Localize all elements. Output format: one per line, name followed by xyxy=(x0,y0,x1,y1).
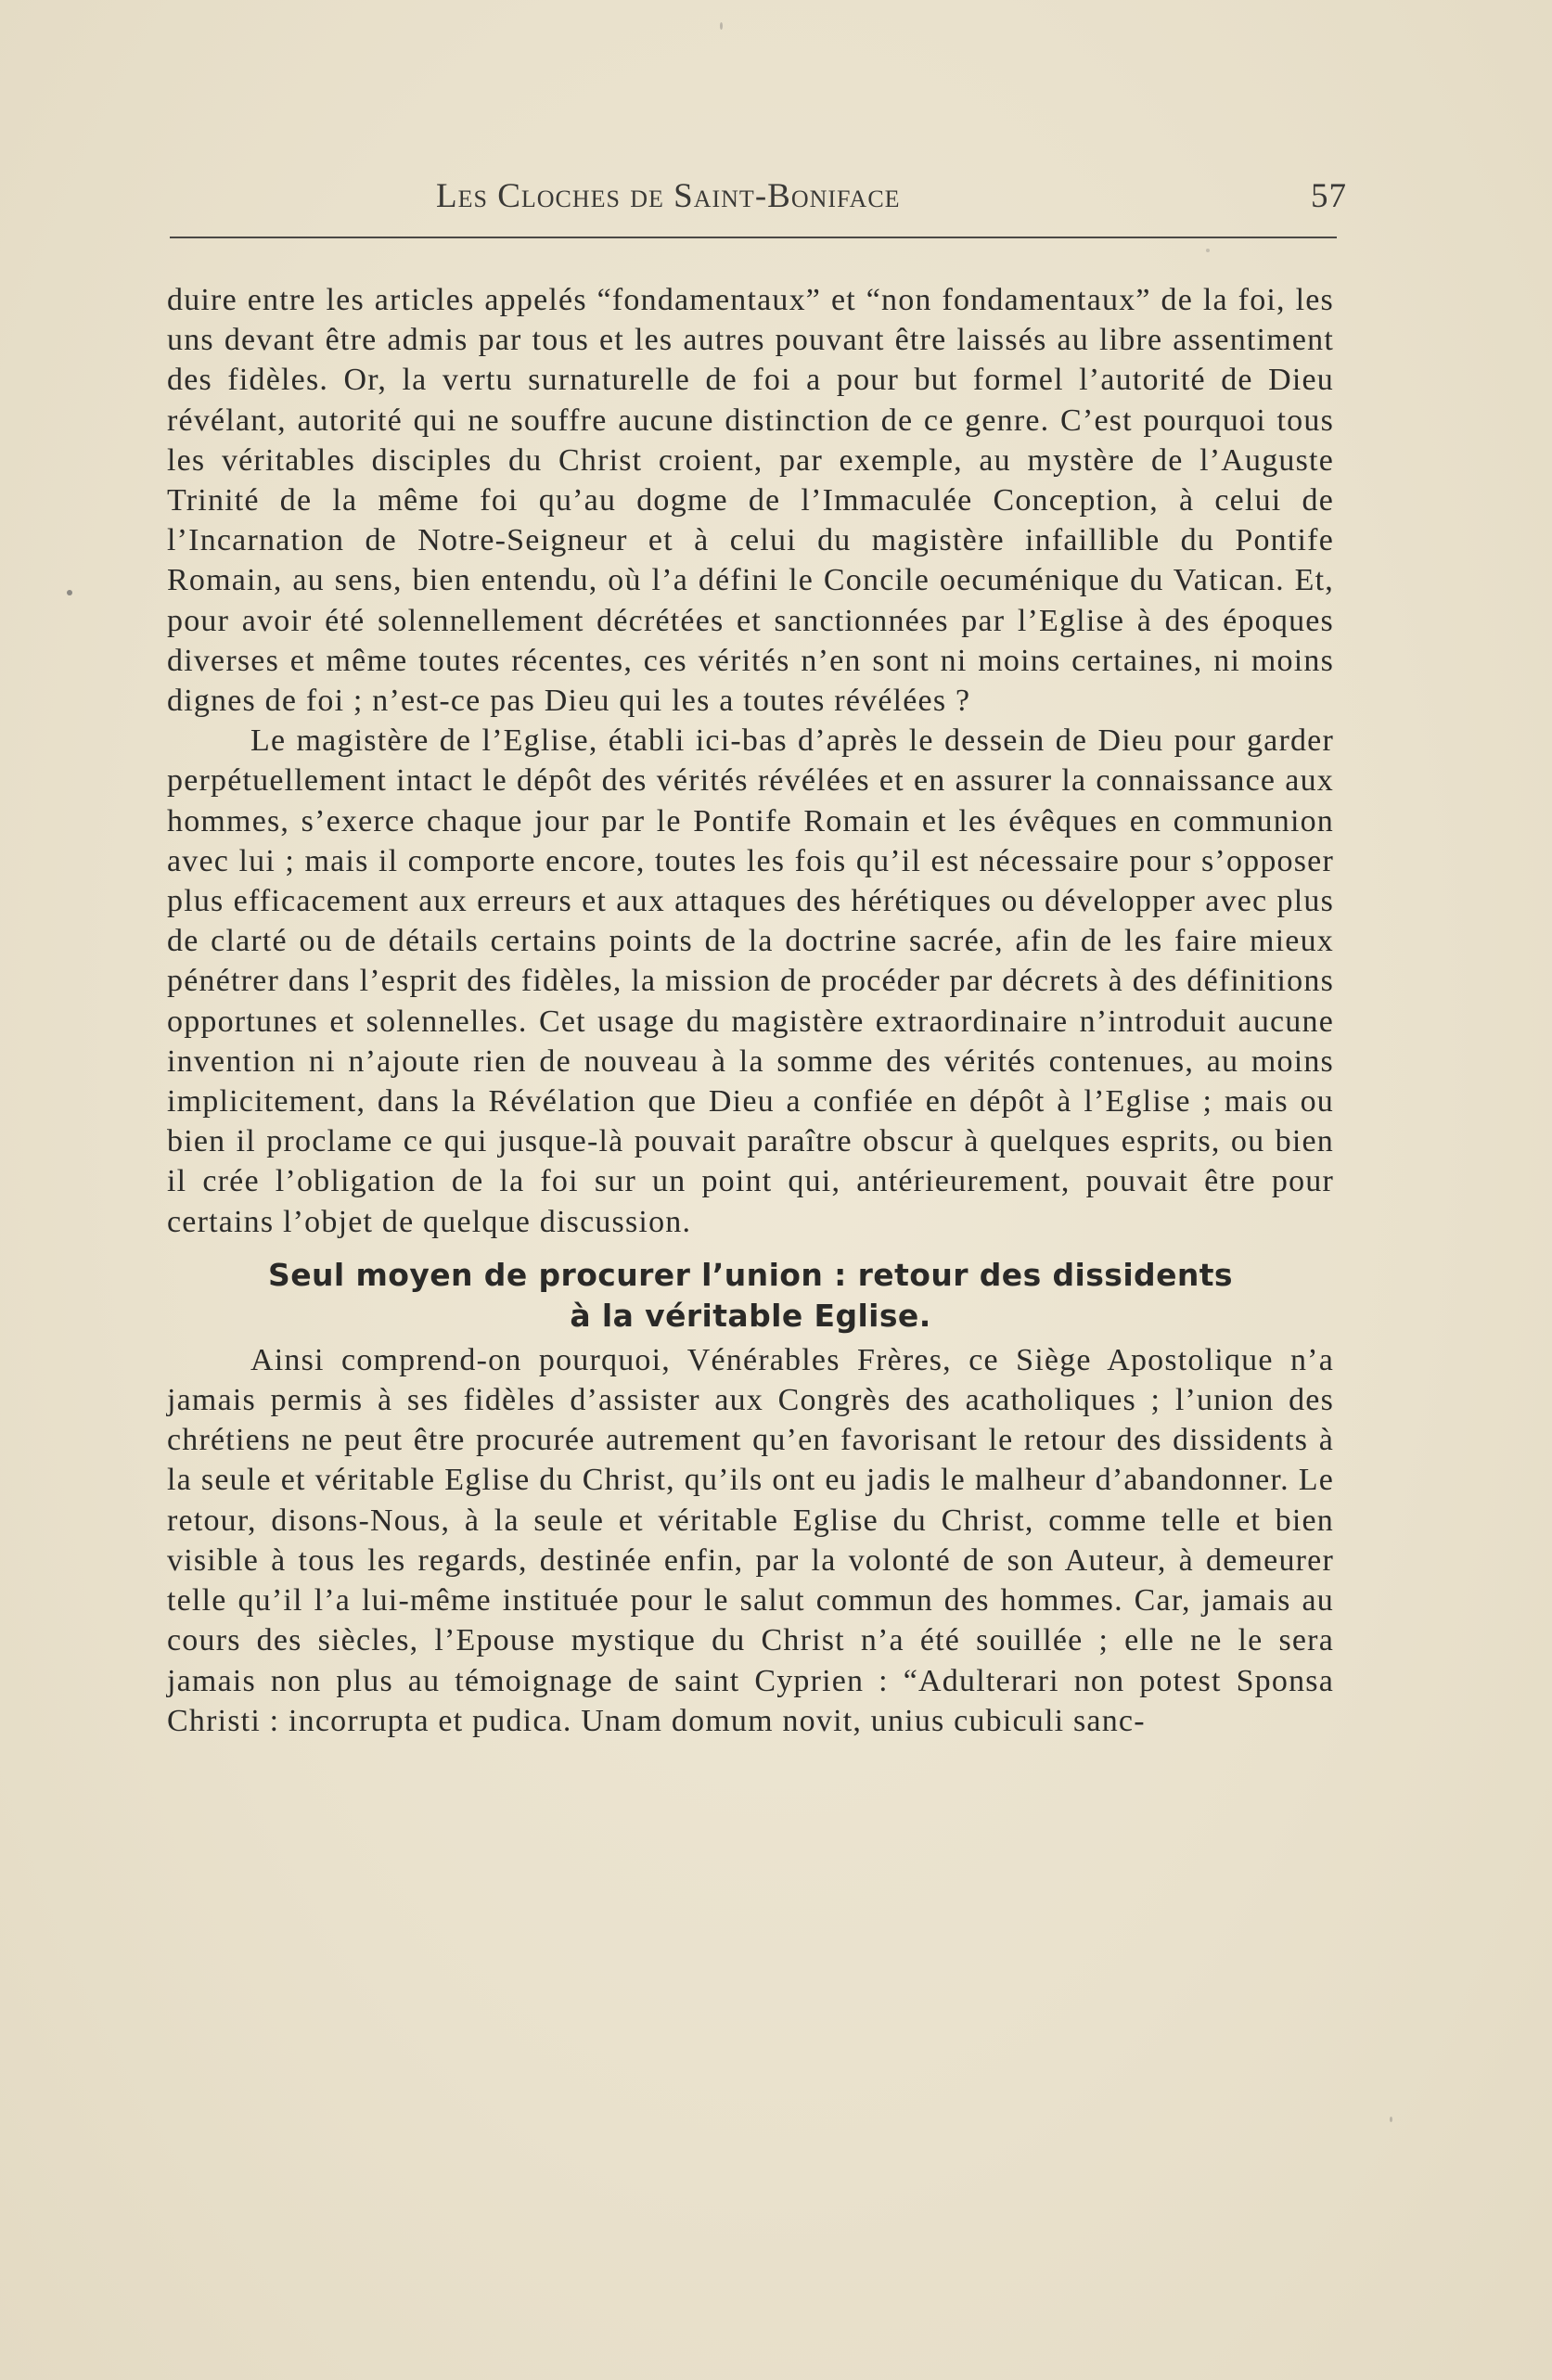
body-text xyxy=(167,280,1334,1741)
section-heading-line-1: Seul moyen de procurer l’union : retour des dissidents xyxy=(268,1256,1233,1293)
scan-speck xyxy=(67,590,72,595)
page-number: 57 xyxy=(1311,177,1347,215)
section-heading xyxy=(167,1255,1334,1337)
paragraph-magistere: Le magistère de l’Eglise, établi ici-bas d’après le dessein de Dieu pour garder perpétuellement intact le dépôt des vérités révélées et en assurer la connaissance aux hommes, s’exerce chaque jour par le Pontife Romain et les évêques en communion avec lui ; mais il comporte encore, toutes les fois qu’il est nécessaire pour s’opposer plus efficacement aux erreurs et aux attaques des hérétiques ou développer avec plus de clarté ou de détails certains points de la doctrine sacrée, afin de les faire mieux pénétrer dans l’esprit des fidèles, la mission de procéder par décrets à des définitions opportunes et solennelles. Cet usage du magistère extraordinaire n’introduit aucune invention ni n’ajoute rien de nouveau à la somme des vérités contenues, au moins implicitement, dans la Révélation que Dieu a confiée en dépôt à l’Eglise ; mais ou bien il proclame ce qui jusque-là pouvait paraître obscur à quelques esprits, ou bien il crée l’obligation de la foi sur un point qui, antérieurement, pouvait être pour certains l’objet de quelque discussion. xyxy=(167,723,1334,1239)
running-header xyxy=(167,176,1354,223)
running-title: Les Cloches de Saint-Boniface xyxy=(436,177,901,215)
scan-speck xyxy=(1390,2117,1392,2122)
scan-speck xyxy=(720,22,723,30)
paragraph-continued: duire entre les articles appelés “fondamentaux” et “non fondamentaux” de la foi, les uns devant être admis par tous et les autres pouvant être laissés au libre assentiment des fidèles. Or, la vertu surnaturelle de foi a pour but formel l’autorité de Dieu révélant, autorité qui ne souffre aucune distinction de ce genre. C’est pourquoi tous les véritables disciples du Christ croient, par exemple, au mystère de l’Auguste Trinité de la même foi qu’au dogme de l’Immaculée Conception, à celui de l’Incarnation de Notre-Seigneur et à celui du magistère infaillible du Pontife Romain, au sens, bien entendu, où l’a défini le Concile oecuménique du Vatican. Et, pour avoir été solennellement décrétées et sanctionnées par l’Eglise à des époques diverses et même toutes récentes, ces vérités n’en sont ni moins certaines, ni moins dignes de foi ; n’est-ce pas Dieu qui les a toutes révélées ? xyxy=(167,283,1334,719)
header-rule xyxy=(170,237,1337,238)
scan-speck xyxy=(1206,249,1210,252)
paragraph-retour: Ainsi comprend-on pourquoi, Vénérables Frères, ce Siège Apostolique n’a jamais permis à ses fidèles d’assister aux Congrès des acatholiques ; l’union des chrétiens ne peut être procurée autrement qu’en favorisant le retour des dissidents à la seule et véritable Eglise du Christ, qu’ils ont eu jadis le malheur d’abandonner. Le retour, disons-Nous, à la seule et véritable Eglise du Christ, comme telle et bien visible à tous les regards, destinée enfin, par la volonté de son Auteur, à demeurer telle qu’il l’a lui-même instituée pour le salut commun des hommes. Car, jamais au cours des siècles, l’Epouse mystique du Christ n’a été souillée ; elle ne le sera jamais non plus au témoignage de saint Cyprien : “Adulterari non potest Sponsa Christi : incorrupta et pudica. Unam domum novit, unius cubiculi sanc- xyxy=(167,1342,1334,1738)
section-heading-line-2: à la véritable Eglise. xyxy=(570,1297,931,1334)
